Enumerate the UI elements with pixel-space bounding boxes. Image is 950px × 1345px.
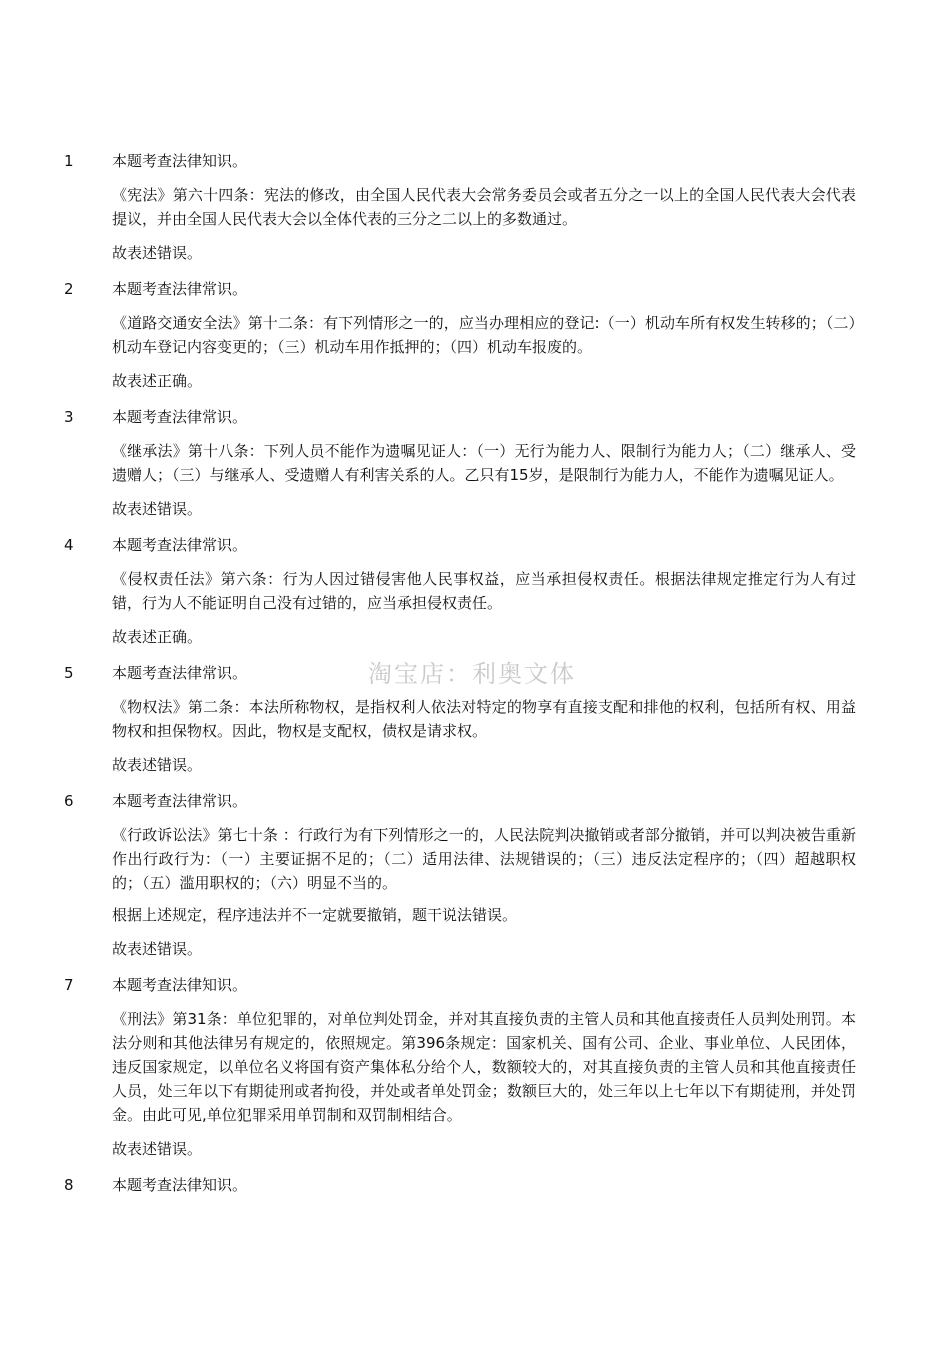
explanation-paragraph: 《行政诉讼法》第七十条 ：行政行为有下列情形之一的，人民法院判决撤销或者部分撤销，并可以判决被告重新作出行政行为：（一）主要证据不足的；（二）适用法律、法规错误的；（三）违反法定程序的；（四）超越职权的；（五）滥用职权的；（六）明显不当的。 [112, 826, 856, 892]
explanation-paragraph: 《刑法》第31条：单位犯罪的，对单位判处罚金，并对其直接负责的主管人员和其他直接责任人员判处刑罚。本法分则和其他法律另有规定的，依照规定。第396条规定：国家机关、国有公司、企业、事业单位、人民团体，违反国家规定，以单位名义将国有资产集体私分给个人，数额较大的，对其直接负责的主管人员和其他直接责任人员，处三年以下有期徒刑或者拘役，并处或者单处罚金；数额巨大的，处三年以上七年以下有期徒刑，并处罚金。由此可见,单位犯罪采用单罚制和双罚制相结合。 [112, 1010, 856, 1124]
answer-conclusion: 故表述错误。 [112, 500, 203, 518]
question-number: 3 [64, 408, 74, 426]
answer-topic: 本题考查法律常识。 [112, 664, 248, 682]
question-number: 4 [64, 536, 74, 554]
question-number: 5 [64, 664, 74, 682]
answer-topic: 本题考查法律常识。 [112, 536, 248, 554]
answer-item [0, 531, 950, 651]
answer-item-header [0, 403, 950, 431]
answer-item-header [0, 787, 950, 815]
answer-conclusion: 故表述正确。 [112, 628, 203, 646]
answer-item [0, 147, 950, 267]
answer-topic: 本题考查法律知识。 [112, 1176, 248, 1194]
question-number: 7 [64, 976, 74, 994]
answer-topic: 本题考查法律常识。 [112, 792, 248, 810]
answer-item [0, 1171, 950, 1199]
answer-topic: 本题考查法律知识。 [112, 152, 248, 170]
answer-conclusion: 故表述错误。 [112, 1140, 203, 1158]
answer-topic: 本题考查法律常识。 [112, 280, 248, 298]
explanation-paragraph: 《物权法》第二条：本法所称物权，是指权利人依法对特定的物享有直接支配和排他的权利，包括所有权、用益物权和担保物权。因此，物权是支配权，债权是请求权。 [112, 698, 856, 740]
question-number: 1 [64, 152, 74, 170]
answer-item [0, 403, 950, 523]
answer-topic: 本题考查法律知识。 [112, 976, 248, 994]
answer-conclusion: 故表述错误。 [112, 756, 203, 774]
answer-conclusion: 故表述正确。 [112, 372, 203, 390]
answer-topic: 本题考查法律常识。 [112, 408, 248, 426]
question-number: 6 [64, 792, 74, 810]
question-number: 8 [64, 1176, 74, 1194]
answer-item-header [0, 275, 950, 303]
explanation-paragraph: 根据上述规定，程序违法并不一定就要撤销，题干说法错误。 [112, 906, 518, 924]
watermark: 淘宝店：利奥文体 [368, 660, 576, 688]
explanation-paragraph: 《侵权责任法》第六条：行为人因过错侵害他人民事权益，应当承担侵权责任。根据法律规定推定行为人有过错，行为人不能证明自己没有过错的，应当承担侵权责任。 [112, 570, 856, 612]
explanation-paragraph: 《宪法》第六十四条：宪法的修改，由全国人民代表大会常务委员会或者五分之一以上的全国人民代表大会代表提议，并由全国人民代表大会以全体代表的三分之二以上的多数通过。 [112, 186, 856, 228]
answer-item [0, 275, 950, 395]
answer-conclusion: 故表述错误。 [112, 244, 203, 262]
answer-item-header [0, 147, 950, 175]
explanation-paragraph: 《继承法》第十八条：下列人员不能作为遗嘱见证人：（一）无行为能力人、限制行为能力人；（二）继承人、受遗赠人；（三）与继承人、受遗赠人有利害关系的人。乙只有15岁，是限制行为能力人，不能作为遗嘱见证人。 [112, 442, 856, 484]
answer-item [0, 971, 950, 1163]
answer-item [0, 787, 950, 963]
answer-item-header [0, 531, 950, 559]
explanation-paragraph: 《道路交通安全法》第十二条：有下列情形之一的，应当办理相应的登记:（一）机动车所有权发生转移的；（二）机动车登记内容变更的；（三）机动车用作抵押的；（四）机动车报废的。 [112, 314, 856, 356]
answer-conclusion: 故表述错误。 [112, 940, 203, 958]
question-number: 2 [64, 280, 74, 298]
answer-item-header [0, 1171, 950, 1199]
answer-item-header [0, 971, 950, 999]
